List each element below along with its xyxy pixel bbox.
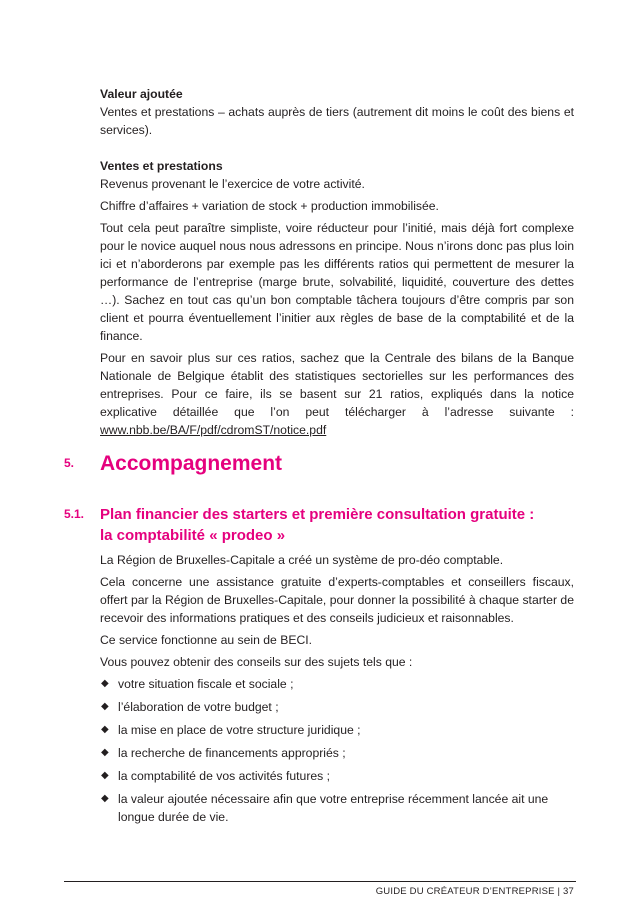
- paragraph-ratios: [100, 349, 574, 439]
- diamond-bullet-icon: ◆: [101, 678, 109, 689]
- list-item-text: l’élaboration de votre budget ;: [118, 700, 279, 714]
- paragraph-ratios-text: Pour en savoir plus sur ces ratios, sachez que la Centrale des bilans de la Banque Nationale de Belgique établit des statistiques sectorielles sur les performances des entreprises. Pour ce faire, ils se basent sur 21 ratios, expliqués dans la notice explicative détaillée que l’on peut télécharger à l’adresse suivante :: [100, 351, 574, 419]
- section-number: 5.: [64, 456, 75, 470]
- section-heading: [64, 452, 584, 476]
- valeur-ajoutee-heading: Valeur ajoutée: [100, 87, 183, 101]
- list-item-text: la recherche de financements appropriés ;: [118, 746, 346, 760]
- paragraph-region: La Région de Bruxelles-Capitale a créé un système de pro-déo comptable.: [100, 553, 504, 567]
- list-item-text: la comptabilité de vos activités futures ;: [118, 769, 331, 783]
- list-item: [100, 721, 574, 739]
- list-item: [100, 675, 574, 693]
- bottom-content-block: [100, 551, 574, 831]
- paragraph-beci: Ce service fonctionne au sein de BECI.: [100, 633, 313, 647]
- subsection-heading: [64, 504, 584, 546]
- list-item-text: votre situation fiscale et sociale ;: [118, 677, 294, 691]
- subsection-title: Plan financier des starters et première consultation gratuite : la comptabilité « prodeo »: [100, 506, 535, 544]
- diamond-bullet-icon: ◆: [101, 770, 109, 781]
- footer-divider: [64, 881, 576, 882]
- list-item: [100, 767, 574, 785]
- list-item: [100, 744, 574, 762]
- paragraph-assistance: Cela concerne une assistance gratuite d’experts-comptables et conseillers fiscaux, offert par la Région de Bruxelles-Capitale, pour donner la possibilité à chaque starter de recevoir des informations pratiques et des conseils judicieux et raisonnables.: [100, 575, 574, 625]
- ventes-prestations-heading: Ventes et prestations: [100, 159, 223, 173]
- footer-page-label: GUIDE DU CRÉATEUR D’ENTREPRISE | 37: [375, 886, 574, 897]
- advice-topics-list: [100, 675, 574, 826]
- paragraph-simpliste: Tout cela peut paraître simpliste, voire réducteur pour l’initié, mais déjà fort complexe pour le novice auquel nous nous adressons en principe. Nous n’irons donc pas plus loin ici et n’aborderons par exemple pas les différents ratios qui permettent de mesurer la performance de l’entreprise (marge brute, solvabilité, liquidité, couverture des dettes …). Sachez en tout cas qu’un bon comptable tâchera toujours d’être compris par son client et pourra éventuellement l’initier aux règles de base de la comptabilité et de la finance.: [100, 221, 574, 343]
- chiffre-affaires-text: Chiffre d’affaires + variation de stock + production immobilisée.: [100, 199, 439, 213]
- diamond-bullet-icon: ◆: [101, 747, 109, 758]
- paragraph-conseils: Vous pouvez obtenir des conseils sur des sujets tels que :: [100, 655, 413, 669]
- section-title: Accompagnement: [100, 452, 283, 475]
- diamond-bullet-icon: ◆: [101, 701, 109, 712]
- list-item-text: la valeur ajoutée nécessaire afin que votre entreprise récemment lancée ait une longue durée de vie.: [118, 792, 549, 824]
- nbb-notice-link[interactable]: www.nbb.be/BA/F/pdf/cdromST/notice.pdf: [100, 423, 327, 437]
- valeur-ajoutee-text: Ventes et prestations – achats auprès de tiers (autrement dit moins le coût des biens et services).: [100, 105, 574, 137]
- list-item-text: la mise en place de votre structure juridique ;: [118, 723, 361, 737]
- ventes-prestations-text: Revenus provenant le l’exercice de votre activité.: [100, 177, 365, 191]
- list-item: [100, 790, 574, 826]
- subsection-number: 5.1.: [64, 507, 85, 521]
- top-content-block: [100, 85, 574, 443]
- diamond-bullet-icon: ◆: [101, 724, 109, 735]
- diamond-bullet-icon: ◆: [101, 793, 109, 804]
- list-item: [100, 698, 574, 716]
